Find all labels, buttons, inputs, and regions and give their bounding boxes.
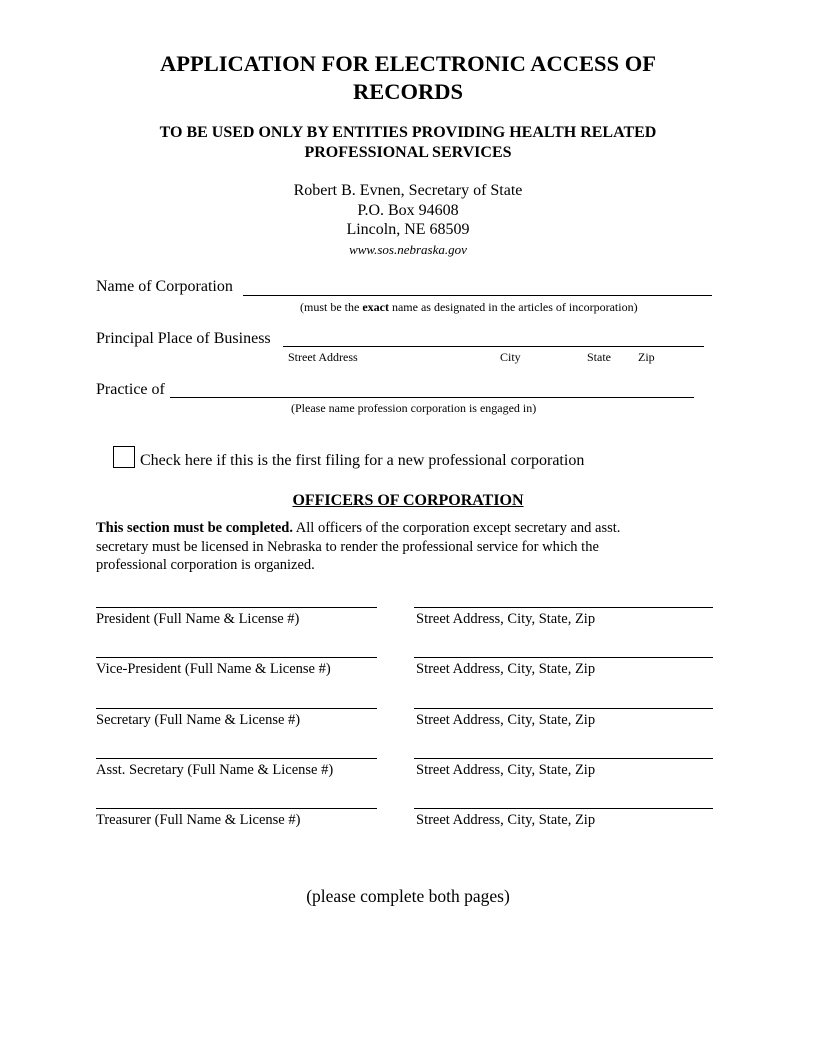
- officer-address-label: Street Address, City, State, Zip: [416, 712, 596, 728]
- officer-name-input[interactable]: [96, 607, 377, 608]
- principal-place-input[interactable]: [283, 346, 704, 347]
- officer-address-input[interactable]: [414, 657, 713, 658]
- hint-text-bold: exact: [362, 300, 389, 314]
- intro-bold: This section must be completed.: [96, 520, 293, 536]
- office-po-box: P.O. Box 94608: [357, 201, 459, 219]
- officer-address-input[interactable]: [414, 708, 713, 709]
- corporation-name-input[interactable]: [243, 295, 712, 296]
- officer-name-input[interactable]: [96, 657, 377, 658]
- title-line-2: RECORDS: [352, 79, 464, 104]
- officer-role-label: Vice-President (Full Name & License #): [96, 661, 331, 677]
- officer-name-input[interactable]: [96, 808, 377, 809]
- officer-address-label: Street Address, City, State, Zip: [416, 611, 596, 627]
- practice-hint: (Please name profession corporation is engaged in): [291, 401, 537, 415]
- officer-name-input[interactable]: [96, 758, 377, 759]
- officer-address-label: Street Address, City, State, Zip: [416, 812, 596, 828]
- subtitle-line-2: PROFESSIONAL SERVICES: [304, 144, 512, 161]
- officer-address-input[interactable]: [414, 758, 713, 759]
- officer-address-label: Street Address, City, State, Zip: [416, 762, 596, 778]
- zip-hint: Zip: [638, 350, 655, 364]
- officer-address-input[interactable]: [414, 808, 713, 809]
- hint-text-end: name as designated in the articles of incorporation): [388, 300, 638, 314]
- officer-name-input[interactable]: [96, 708, 377, 709]
- page-title: [100, 50, 716, 106]
- street-address-hint: Street Address: [288, 350, 358, 364]
- officer-address-label: Street Address, City, State, Zip: [416, 661, 596, 677]
- officer-address-input[interactable]: [414, 607, 713, 608]
- intro-text-1: All officers of the corporation except secretary and asst.: [292, 520, 621, 536]
- office-city-state-zip: Lincoln, NE 68509: [346, 221, 470, 238]
- officer-role-label: President (Full Name & License #): [96, 611, 300, 627]
- intro-line-2: secretary must be licensed in Nebraska to render the professional service for which the: [96, 538, 599, 555]
- corporation-name-hint: [300, 300, 638, 314]
- state-hint: State: [587, 350, 611, 364]
- principal-place-label: Principal Place of Business: [96, 330, 271, 347]
- page-subtitle: [100, 123, 716, 163]
- officer-role-label: Asst. Secretary (Full Name & License #): [96, 762, 334, 778]
- first-filing-checkbox[interactable]: [113, 446, 135, 468]
- intro-line-3: professional corporation is organized.: [96, 557, 315, 573]
- hint-text-start: (must be the: [300, 300, 363, 314]
- page-footer-note: (please complete both pages): [306, 886, 510, 906]
- city-hint: City: [500, 350, 521, 364]
- first-filing-label: Check here if this is the first filing for a new professional corporation: [140, 452, 585, 469]
- practice-input[interactable]: [170, 397, 694, 398]
- office-name: Robert B. Evnen, Secretary of State: [293, 182, 523, 199]
- office-address: [200, 181, 616, 259]
- corporation-name-label: Name of Corporation: [96, 278, 233, 295]
- subtitle-line-1: TO BE USED ONLY BY ENTITIES PROVIDING HEALTH RELATED: [159, 124, 657, 141]
- intro-line-1: [96, 519, 696, 538]
- title-line-1: APPLICATION FOR ELECTRONIC ACCESS OF: [160, 51, 656, 76]
- officer-role-label: Treasurer (Full Name & License #): [96, 812, 301, 828]
- office-website: www.sos.nebraska.gov: [349, 241, 467, 257]
- officer-role-label: Secretary (Full Name & License #): [96, 712, 301, 728]
- officers-intro: [96, 519, 696, 575]
- practice-label: Practice of: [96, 381, 165, 398]
- officers-heading: OFFICERS OF CORPORATION: [292, 492, 524, 509]
